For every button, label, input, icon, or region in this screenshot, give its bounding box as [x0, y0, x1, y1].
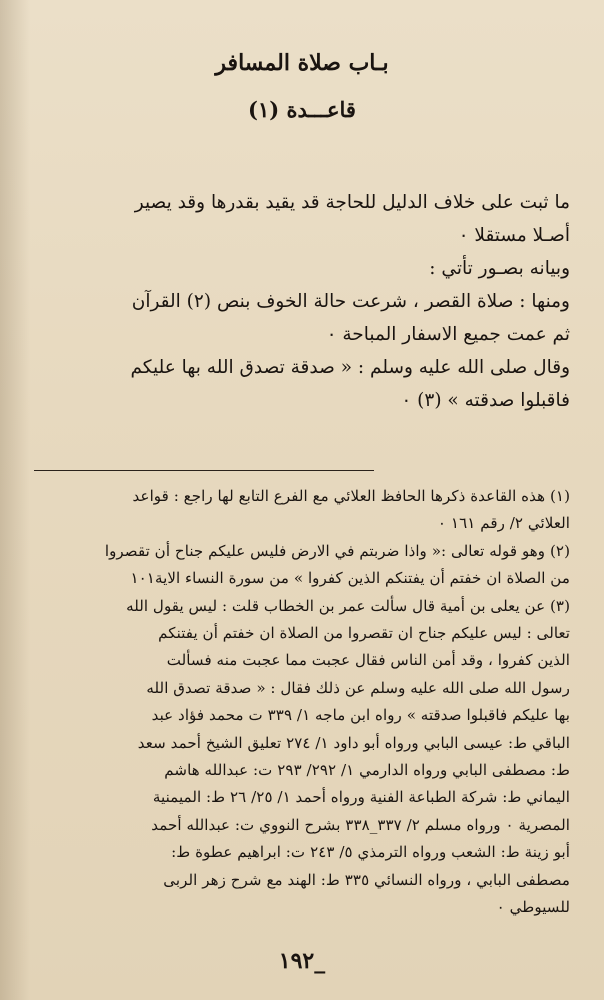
footnote-line: الباقي ط: عيسى البابي ورواه أبو داود ١/ ٢٧٤ تعليق الشيخ أحمد سعد [137, 733, 570, 752]
footnote-line: بها عليكم فاقبلوا صدقته » رواه ابن ماجه ١/ ٣٣٩ ت محمد فؤاد عبد [151, 706, 570, 725]
main-body-text [30, 186, 570, 417]
footnote-line: العلائي ٢/ رقم ١٦١ ٠ [437, 514, 570, 533]
footnote-line: (١) هذه القاعدة ذكرها الحافظ العلائي مع الفرع التابع لها راجع : قواعد [132, 487, 570, 505]
footnote-line: الذين كفروا ، وقد أمن الناس فقال عجبت مما عجبت منه فسألت [166, 651, 570, 670]
footnote-line: أبو زينة ط: الشعب ورواه الترمذي ٥/ ٢٤٣ ت: ابراهيم عطوة ط: [171, 843, 570, 862]
footnote-line: (٢) وهو قوله تعالى :« واذا ضربتم في الارض فليس عليكم جناح أن تقصروا [104, 541, 570, 560]
footnote-line: رسول الله صلى الله عليه وسلم عن ذلك فقال : « صدقة تصدق الله [146, 678, 570, 697]
body-line: أصـلا مستقلا ٠ [458, 225, 570, 246]
footnote-2 [30, 538, 570, 593]
footnote-line: من الصلاة ان خفتم أن يفتنكم الذين كفروا » من سورة النساء الاية١٠١ [130, 569, 570, 588]
rule-title: قاعـــدة (١) [248, 97, 356, 122]
footnote-1 [30, 483, 570, 538]
footnote-line: ط: مصطفى البابي ورواه الدارمي ١/ ٢٩٢/ ٢٩٣ ت: عبدالله هاشم [164, 761, 570, 780]
footnote-divider [34, 470, 374, 471]
footnotes-section [30, 483, 570, 922]
body-line: ما ثبت على خلاف الدليل للحاجة قد يقيد بقدرها وقد يصير [134, 192, 570, 213]
footnote-line: (٣) عن يعلى بن أمية قال سألت عمر بن الخطاب قلت : ليس يقول الله [126, 596, 570, 615]
footnote-line: المصرية ٠ ورواه مسلم ٢/ ٣٣٧_٣٣٨ بشرح النووي ت: عبدالله أحمد [151, 815, 570, 834]
page-edge-shadow [0, 0, 30, 1000]
page-number: _١٩٢ [278, 948, 326, 974]
footnote-3 [30, 593, 570, 922]
body-line: ثم عمت جميع الاسفار المباحة ٠ [326, 324, 570, 345]
footnote-line: للسيوطي ٠ [496, 898, 570, 917]
footnote-line: تعالى : ليس عليكم جناح ان تقصروا من الصلاة ان خفتم أن يفتنكم [158, 624, 570, 643]
body-line: وبيانه بصـور تأتي : [429, 258, 570, 279]
body-line: ومنها : صلاة القصر ، شرعت حالة الخوف بنص (٢) القرآن [131, 291, 570, 312]
chapter-title: بـاب صلاة المسافر [215, 50, 389, 76]
body-line: فاقبلوا صدقته » (٣) ٠ [401, 390, 570, 411]
footnote-line: مصطفى البابي ، ورواه النسائي ٣٣٥ ط: الهند مع شرح زهر الربى [163, 870, 570, 889]
footnote-line: اليماني ط: شركة الطباعة الفنية ورواه أحمد ١/ ٢٥/ ٢٦ ط: الميمنية [152, 788, 570, 807]
body-line: وقال صلى الله عليه وسلم : « صدقة تصدق الله بها عليكم [130, 357, 570, 378]
